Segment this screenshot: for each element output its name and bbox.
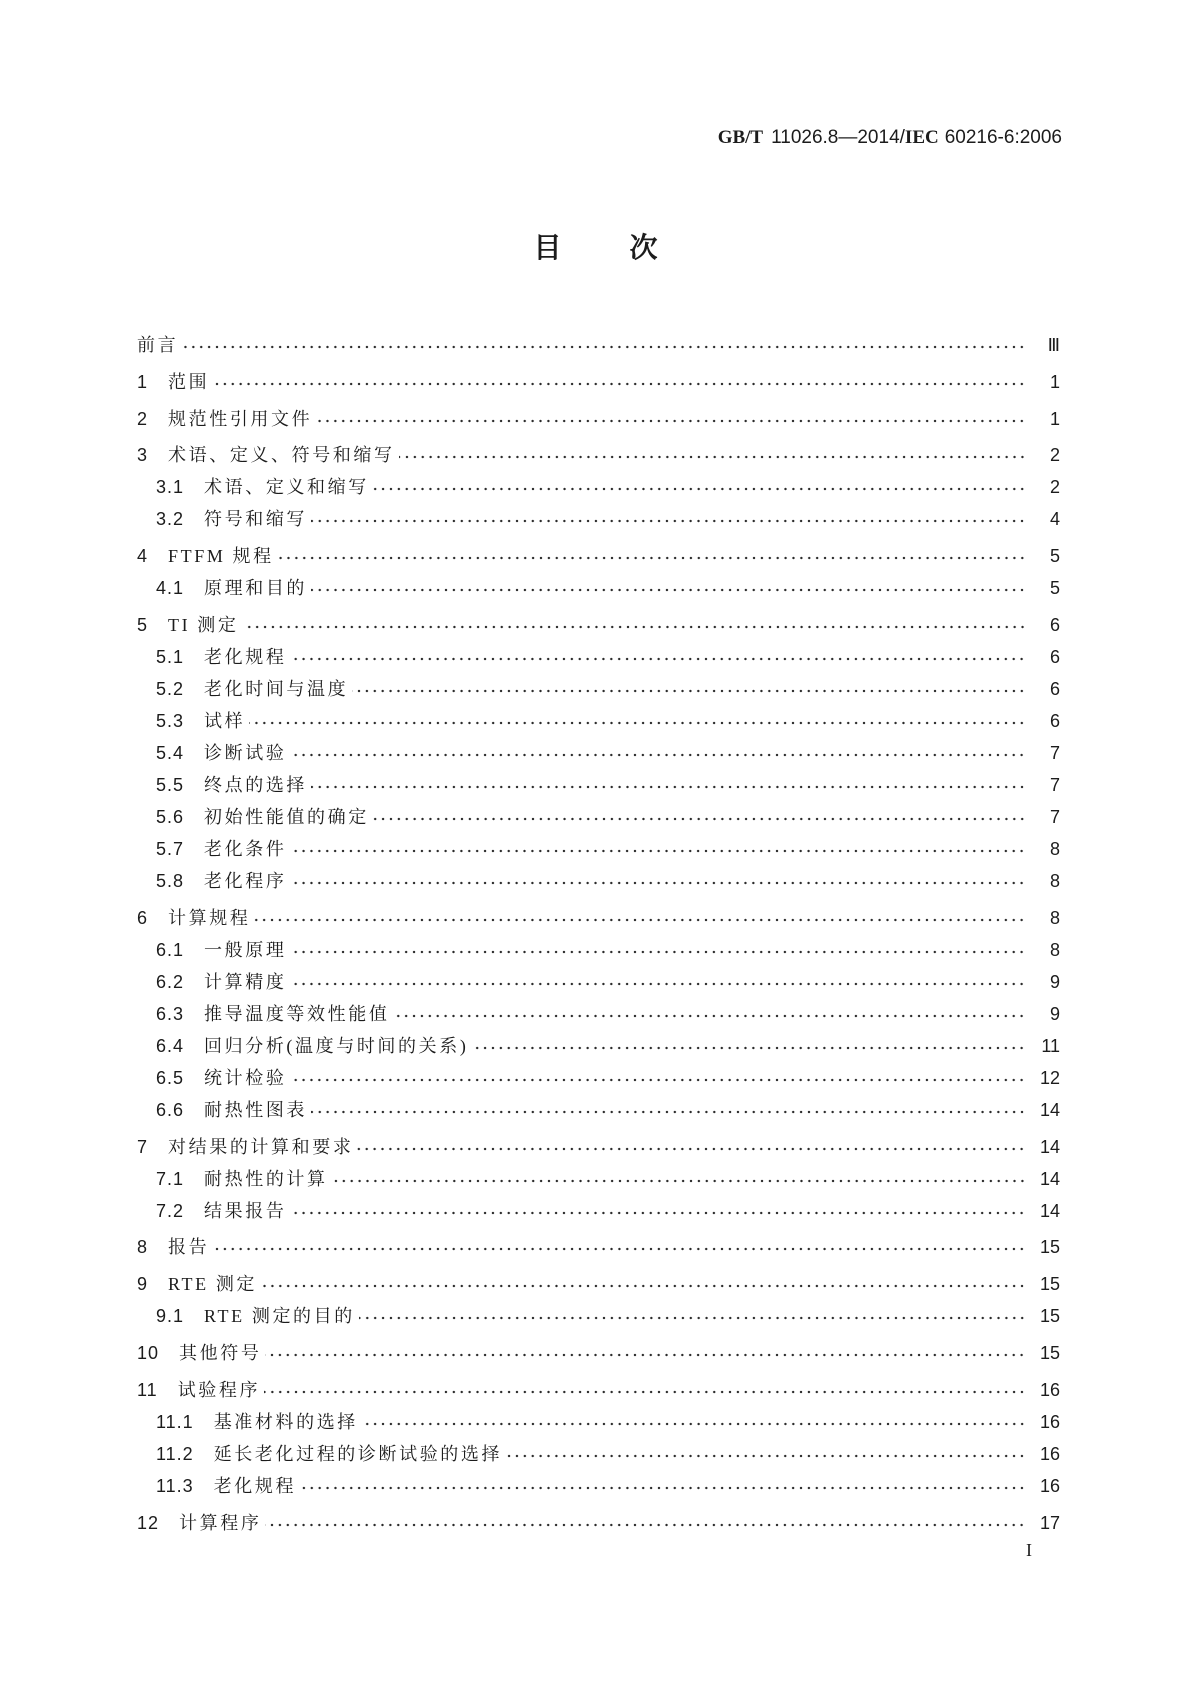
toc-entry-number: 3.1: [156, 477, 185, 498]
toc-entry-8: [137, 1231, 1060, 1263]
toc-entry-number: 5.2: [156, 678, 185, 699]
toc-entry-title: 初始性能值的确定: [204, 806, 369, 827]
dot-leader: [182, 329, 1026, 361]
dot-leader: [357, 1131, 1026, 1163]
toc-entry-title: 试验程序: [177, 1379, 261, 1400]
toc-entry-page-number: 2: [1049, 477, 1060, 498]
toc-entry-1: [137, 366, 1060, 398]
toc-entry-number: 10: [137, 1342, 160, 1363]
toc-entry-title: 术语、定义和缩写: [204, 477, 369, 498]
dot-leader: [373, 801, 1026, 833]
toc-entry-title: 规范性引用文件: [168, 408, 313, 429]
toc-entry-3-1: [137, 471, 1060, 503]
toc-entry-number: 9.1: [156, 1306, 185, 1327]
toc-entry-page-number: 6: [1049, 710, 1060, 731]
toc-entry-page-number: 16: [1039, 1411, 1060, 1432]
toc-entry-page-number: 1: [1049, 408, 1060, 429]
dot-leader: [472, 1030, 1026, 1062]
toc-entry-5-1: [137, 641, 1060, 673]
dot-leader: [316, 403, 1026, 435]
toc-entry-number: 3.2: [156, 509, 185, 530]
toc-entry-number: 6.1: [156, 939, 185, 960]
dot-leader: [311, 769, 1026, 801]
dot-leader: [290, 934, 1026, 966]
toc-entry-page-number: 14: [1039, 1200, 1060, 1221]
toc-entry-title: 一般原理: [204, 939, 287, 960]
toc-entry-page-number: 17: [1039, 1512, 1060, 1533]
toc-entry-number: 6.4: [156, 1035, 185, 1056]
dot-leader: [254, 902, 1026, 934]
toc-entry-number: 6.2: [156, 971, 185, 992]
toc-entry-title: FTFM 规程: [168, 546, 274, 567]
toc-entry-11-1: [137, 1406, 1060, 1438]
dot-leader: [278, 540, 1026, 572]
toc-entry-page-number: 7: [1049, 742, 1060, 763]
toc-entry-4-1: [137, 572, 1060, 604]
toc-entry-title: 诊断试验: [204, 742, 287, 763]
toc-entry-6-1: [137, 934, 1060, 966]
toc-entry-title: 符号和缩写: [204, 509, 308, 530]
toc-entry-page-number: 7: [1049, 806, 1060, 827]
toc-entry-page-number: 5: [1049, 546, 1060, 567]
toc-entry-6-2: [137, 966, 1060, 998]
toc-entry-number: 7: [137, 1136, 149, 1157]
dot-leader: [290, 833, 1026, 865]
toc-entry-title: 老化规程: [204, 646, 287, 667]
toc-entry-page-number: 2: [1049, 445, 1060, 466]
toc-entry-11-2: [137, 1438, 1060, 1470]
dot-leader: [265, 1507, 1026, 1539]
toc-entry-page-number: 6: [1049, 614, 1060, 635]
toc-entry-number: 11.3: [156, 1475, 194, 1496]
page-number: I: [1026, 1540, 1032, 1560]
toc-entry-10: [137, 1337, 1060, 1369]
dot-leader: [352, 673, 1026, 705]
toc-entry-page-number: 5: [1049, 578, 1060, 599]
toc-entry-number: 11: [137, 1379, 158, 1400]
toc-entry-page-number: 15: [1039, 1342, 1060, 1363]
toc-entry-page-number: 8: [1049, 907, 1060, 928]
dot-leader: [359, 1300, 1026, 1332]
toc-entry-number: 11.2: [156, 1443, 194, 1464]
dot-leader: [373, 471, 1026, 503]
toc-entry-title: TI 测定: [168, 614, 239, 635]
toc-entry-title: 术语、定义、符号和缩写: [168, 445, 395, 466]
toc-entry-3: [137, 439, 1060, 471]
dot-leader: [290, 737, 1026, 769]
toc-entry-page-number: 12: [1039, 1067, 1060, 1088]
toc-entry-6-4: [137, 1030, 1060, 1062]
toc-entry-title: 计算规程: [168, 907, 251, 928]
toc-entry-title: 范围: [168, 371, 210, 392]
toc-entry-number: 6.3: [156, 1003, 185, 1024]
dot-leader: [300, 1470, 1026, 1502]
dot-leader: [332, 1163, 1026, 1195]
dot-leader: [506, 1438, 1026, 1470]
dot-leader: [249, 705, 1026, 737]
dot-leader: [393, 998, 1026, 1030]
toc-entry-foreword: [137, 329, 1060, 361]
toc-entry-title: 其他符号: [179, 1342, 262, 1363]
toc-entry-title: 老化规程: [213, 1475, 297, 1496]
toc-entry-number: 6.6: [156, 1099, 185, 1120]
toc-entry-title: 回归分析(温度与时间的关系): [204, 1035, 469, 1056]
toc-entry-11: [137, 1374, 1060, 1406]
dot-leader: [265, 1337, 1026, 1369]
toc-entry-11-3: [137, 1470, 1060, 1502]
toc-entry-title: 终点的选择: [204, 774, 308, 795]
toc-entry-title: 老化程序: [204, 870, 287, 891]
toc-entry-7: [137, 1131, 1060, 1163]
toc-entry-number: 5.3: [156, 710, 185, 731]
toc-entry-6: [137, 902, 1060, 934]
toc-entry-page-number: 4: [1049, 509, 1060, 530]
toc-entry-page-number: 8: [1049, 838, 1060, 859]
toc-entry-number: 3: [137, 445, 149, 466]
toc-entry-number: 5: [137, 614, 149, 635]
dot-leader: [290, 865, 1026, 897]
toc-entry-number: 5.8: [156, 870, 185, 891]
toc-entry-title: 报告: [168, 1237, 210, 1258]
toc-entry-title: 计算精度: [204, 971, 287, 992]
toc-entry-7-2: [137, 1195, 1060, 1227]
toc-entry-number: 5.6: [156, 806, 185, 827]
toc-entry-title: 耐热性图表: [204, 1099, 308, 1120]
dot-leader: [311, 1094, 1026, 1126]
toc-entry-number: 1: [137, 371, 149, 392]
toc-entry-number: 5.4: [156, 742, 185, 763]
toc-entry-number: 7.1: [156, 1168, 185, 1189]
toc-entry-5: [137, 609, 1060, 641]
toc-entry-page-number: 16: [1039, 1379, 1060, 1400]
toc-entry-5-3: [137, 705, 1060, 737]
toc-entry-5-6: [137, 801, 1060, 833]
toc-entry-number: 6: [137, 907, 149, 928]
toc-entry-6-6: [137, 1094, 1060, 1126]
toc-entry-5-5: [137, 769, 1060, 801]
dot-leader: [290, 966, 1026, 998]
standard-code-header: [718, 126, 1062, 150]
dot-leader: [399, 439, 1026, 471]
toc-entry-title: 试样: [204, 710, 246, 731]
toc-entry-page-number: Ⅲ: [1047, 335, 1060, 355]
toc-entry-5-7: [137, 833, 1060, 865]
toc-entry-page-number: 16: [1039, 1443, 1060, 1464]
toc-entry-title: 老化条件: [204, 838, 287, 859]
toc-entry-number: 9: [137, 1274, 149, 1295]
toc-entry-number: 4: [137, 546, 149, 567]
toc-entry-title: 结果报告: [204, 1200, 287, 1221]
iec-label: IEC: [904, 127, 939, 148]
toc-entry-number: 6.5: [156, 1067, 185, 1088]
table-of-contents: [137, 329, 1060, 1539]
dot-leader: [311, 503, 1026, 535]
toc-entry-page-number: 14: [1039, 1099, 1060, 1120]
toc-entry-page-number: 15: [1039, 1237, 1060, 1258]
toc-entry-6-5: [137, 1062, 1060, 1094]
dot-leader: [213, 366, 1026, 398]
dot-leader: [213, 1231, 1026, 1263]
toc-entry-page-number: 15: [1039, 1306, 1060, 1327]
toc-entry-4: [137, 540, 1060, 572]
toc-entry-page-number: 15: [1039, 1274, 1060, 1295]
toc-entry-number: 8: [137, 1237, 149, 1258]
toc-entry-title: RTE 测定: [168, 1274, 258, 1295]
toc-entry-7-1: [137, 1163, 1060, 1195]
dot-leader: [311, 572, 1026, 604]
toc-entry-title: 对结果的计算和要求: [168, 1136, 354, 1157]
toc-entry-page-number: 8: [1049, 939, 1060, 960]
dot-leader: [243, 609, 1026, 641]
toc-entry-number: 7.2: [156, 1200, 185, 1221]
toc-entry-page-number: 6: [1049, 646, 1060, 667]
toc-entry-number: 4.1: [156, 578, 185, 599]
toc-entry-number: 12: [137, 1512, 160, 1533]
toc-entry-title: 基准材料的选择: [213, 1411, 358, 1432]
toc-entry-page-number: 9: [1049, 1003, 1060, 1024]
toc-entry-5-2: [137, 673, 1060, 705]
toc-entry-page-number: 6: [1049, 678, 1060, 699]
dot-leader: [264, 1374, 1026, 1406]
toc-entry-3-2: [137, 503, 1060, 535]
toc-entry-number: 5.5: [156, 774, 185, 795]
toc-entry-title: 老化时间与温度: [204, 678, 349, 699]
toc-entry-number: 5.1: [156, 646, 185, 667]
gb-number: 11026.8—2014/: [771, 127, 905, 148]
dot-leader: [290, 1195, 1026, 1227]
toc-entry-page-number: 7: [1049, 774, 1060, 795]
toc-entry-page-number: 1: [1049, 371, 1060, 392]
toc-entry-title: 计算程序: [179, 1512, 262, 1533]
toc-entry-number: 5.7: [156, 838, 185, 859]
page-title: 目次: [533, 232, 726, 263]
dot-leader: [290, 1062, 1026, 1094]
toc-entry-12: [137, 1507, 1060, 1539]
toc-entry-title: 推导温度等效性能值: [204, 1003, 390, 1024]
toc-entry-title: 耐热性的计算: [204, 1168, 328, 1189]
gb-label: GB/T: [717, 127, 764, 148]
toc-entry-title: 统计检验: [204, 1067, 287, 1088]
toc-entry-9: [137, 1268, 1060, 1300]
toc-entry-5-4: [137, 737, 1060, 769]
dot-leader: [261, 1268, 1026, 1300]
toc-entry-page-number: 14: [1039, 1168, 1060, 1189]
toc-entry-title: 延长老化过程的诊断试验的选择: [213, 1443, 503, 1464]
toc-entry-title: 前言: [137, 335, 179, 355]
toc-entry-5-8: [137, 865, 1060, 897]
toc-entry-number: 11.1: [156, 1411, 194, 1432]
toc-entry-number: 2: [137, 408, 149, 429]
toc-entry-6-3: [137, 998, 1060, 1030]
toc-entry-page-number: 11: [1041, 1035, 1060, 1056]
toc-entry-page-number: 16: [1039, 1475, 1060, 1496]
toc-entry-9-1: [137, 1300, 1060, 1332]
iec-number: 60216-6:2006: [944, 127, 1062, 148]
toc-entry-title: 原理和目的: [204, 578, 308, 599]
toc-entry-title: RTE 测定的目的: [204, 1306, 355, 1327]
dot-leader: [290, 641, 1026, 673]
toc-entry-page-number: 9: [1049, 971, 1060, 992]
toc-entry-page-number: 14: [1039, 1136, 1060, 1157]
toc-entry-page-number: 8: [1049, 870, 1060, 891]
dot-leader: [362, 1406, 1026, 1438]
toc-entry-2: [137, 403, 1060, 435]
